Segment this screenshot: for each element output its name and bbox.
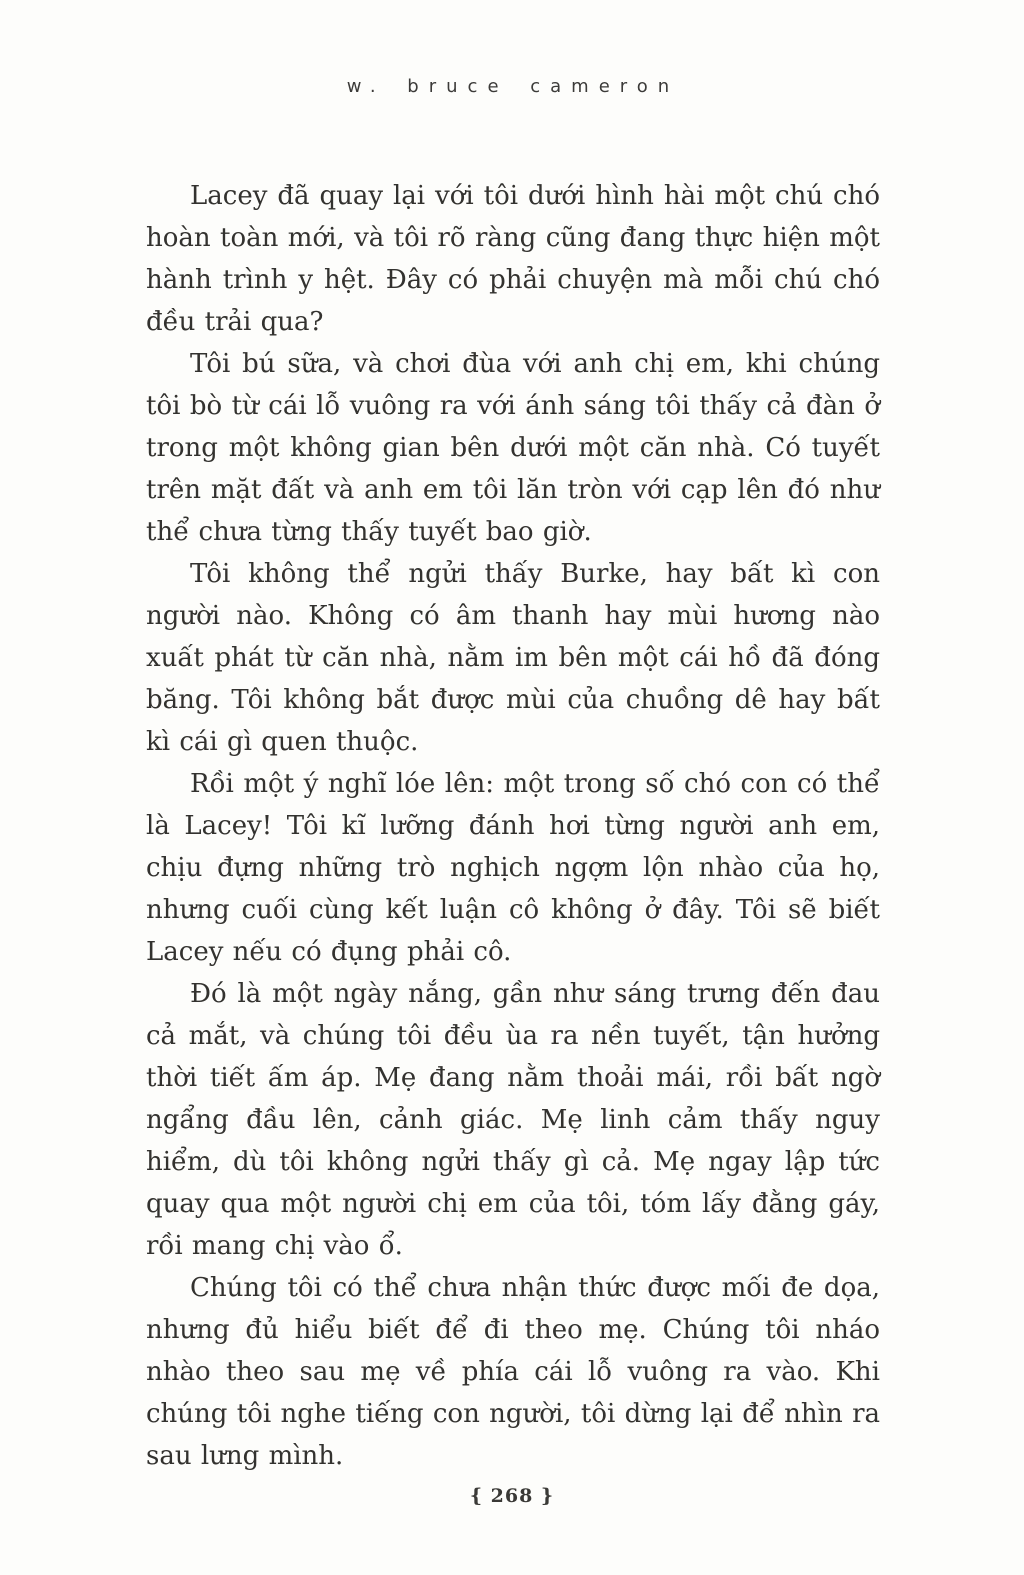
running-header-author: w. bruce cameron — [346, 76, 680, 97]
paragraph: Tôi không thể ngửi thấy Burke, hay bất kì con người nào. Không có âm thanh hay mùi hương nào xuất phát từ căn nhà, nằm im bên một cái hồ đã đóng băng. Tôi không bắt được mùi của chuồng dê hay bất kì cái gì quen thuộc. — [146, 559, 880, 757]
paragraph: Đó là một ngày nắng, gần như sáng trưng đến đau cả mắt, và chúng tôi đều ùa ra nền tuyết, tận hưởng thời tiết ấm áp. Mẹ đang nằm thoải mái, rồi bất ngờ ngẩng đầu lên, cảnh giác. Mẹ linh cảm thấy nguy hiểm, dù tôi không ngửi thấy gì cả. Mẹ ngay lập tức quay qua một người chị em của tôi, tóm lấy đằng gáy, rồi mang chị vào ổ. — [146, 979, 880, 1261]
paragraph: Chúng tôi có thể chưa nhận thức được mối đe dọa, nhưng đủ hiểu biết để đi theo mẹ. Chúng tôi nháo nhào theo sau mẹ về phía cái lỗ vuông ra vào. Khi chúng tôi nghe tiếng con người, tôi dừng lại để nhìn ra sau lưng mình. — [146, 1273, 880, 1471]
paragraph: Tôi bú sữa, và chơi đùa với anh chị em, khi chúng tôi bò từ cái lỗ vuông ra với ánh sáng tôi thấy cả đàn ở trong một không gian bên dưới một căn nhà. Có tuyết trên mặt đất và anh em tôi lăn tròn với cạp lên đó như thể chưa từng thấy tuyết bao giờ. — [146, 349, 880, 547]
page-number: { 268 } — [469, 1485, 555, 1507]
page-body — [146, 175, 880, 1477]
paragraph: Lacey đã quay lại với tôi dưới hình hài một chú chó hoàn toàn mới, và tôi rõ ràng cũng đang thực hiện một hành trình y hệt. Đây có phải chuyện mà mỗi chú chó đều trải qua? — [146, 181, 880, 337]
paragraph: Rồi một ý nghĩ lóe lên: một trong số chó con có thể là Lacey! Tôi kĩ lưỡng đánh hơi từng người anh em, chịu đựng những trò nghịch ngợm lộn nhào của họ, nhưng cuối cùng kết luận cô không ở đây. Tôi sẽ biết Lacey nếu có đụng phải cô. — [146, 769, 880, 967]
